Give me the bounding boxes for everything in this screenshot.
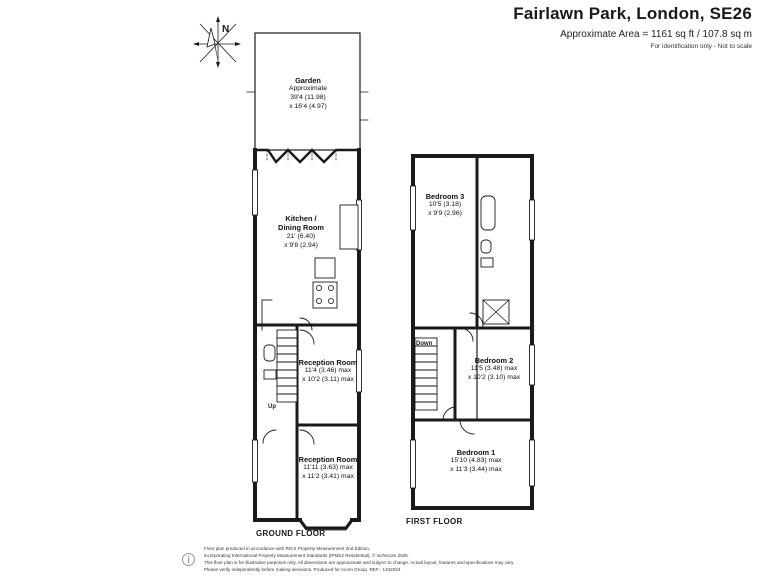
garden-approx: Approximate — [288, 85, 328, 93]
garden-dim-2: x 16'4 (4.97) — [289, 102, 327, 110]
compass-north-label: N — [222, 24, 230, 35]
reception2-name: Reception Room — [298, 455, 358, 464]
room-label-garden — [265, 76, 351, 112]
floor-label-ground: GROUND FLOOR — [256, 529, 326, 538]
kitchen-dim-1: 21' (6.40) — [286, 232, 316, 240]
bedroom2-dim-2: x 10'2 (3.10) max — [467, 374, 521, 382]
bedroom3-dim-2: x 9'9 (2.96) — [428, 210, 462, 218]
bedroom3-dim-1: 10'5 (3.18) — [428, 201, 462, 209]
footer-line-2: incorporating International Property Measurement Standards (IPMS2 Residential). © nichecom 2025. — [204, 552, 410, 558]
footer-disclaimer — [182, 546, 602, 574]
bedroom2-name: Bedroom 2 — [474, 356, 514, 365]
footer-line-1: Floor plan produced in accordance with RICS Property Measurement 2nd Edition, — [204, 546, 370, 551]
reception1-name: Reception Room — [298, 358, 358, 367]
room-label-reception-room-2 — [290, 455, 366, 482]
room-label-kitchen-dining — [258, 214, 344, 250]
footer-line-4: Please verify independently before making decisions. Produced for Acorn Group. REF : 1342024 — [204, 566, 401, 572]
kitchen-name-line2: Dining Room — [278, 223, 324, 233]
room-label-bedroom-2 — [455, 356, 533, 383]
reception1-dim-1: 11'4 (3.46) max — [304, 367, 352, 375]
footer-line-3: This floor plan is for illustrative purposes only. All dimensions are approximate and subject to change. Actual layout, features and specifications may vary. — [204, 559, 515, 565]
kitchen-dim-2: x 9'8 (2.94) — [284, 241, 318, 249]
stair-label-up: Up — [268, 404, 276, 410]
floor-label-first: FIRST FLOOR — [406, 517, 463, 526]
bedroom2-dim-1: 11'5 (3.48) max — [470, 365, 518, 373]
stair-label-down: Down — [416, 341, 433, 347]
kitchen-name-line1: Kitchen / — [285, 214, 317, 223]
garden-dim-1: 39'4 (11.98) — [290, 94, 326, 102]
reception1-dim-2: x 10'2 (3.11) max — [302, 376, 354, 384]
room-label-bedroom-3 — [412, 192, 478, 219]
bedroom1-name: Bedroom 1 — [456, 448, 496, 457]
bedroom1-dim-2: x 11'3 (3.44) max — [450, 466, 502, 474]
room-label-reception-room-1 — [290, 358, 366, 385]
bedroom1-dim-1: 15'10 (4.83) max — [450, 457, 502, 465]
room-label-bedroom-1 — [432, 448, 520, 475]
bedroom3-name: Bedroom 3 — [425, 192, 465, 201]
reception2-dim-2: x 11'2 (3.41) max — [302, 473, 354, 481]
identification-disclaimer: For identification only - Not to scale — [650, 43, 752, 50]
page-title: Fairlawn Park, London, SE26 — [513, 4, 752, 23]
approximate-area-text: Approximate Area = 1161 sq ft / 107.8 sq m — [560, 29, 752, 40]
garden-name: Garden — [295, 76, 321, 85]
reception2-dim-1: 11'11 (3.63) max — [303, 464, 353, 472]
